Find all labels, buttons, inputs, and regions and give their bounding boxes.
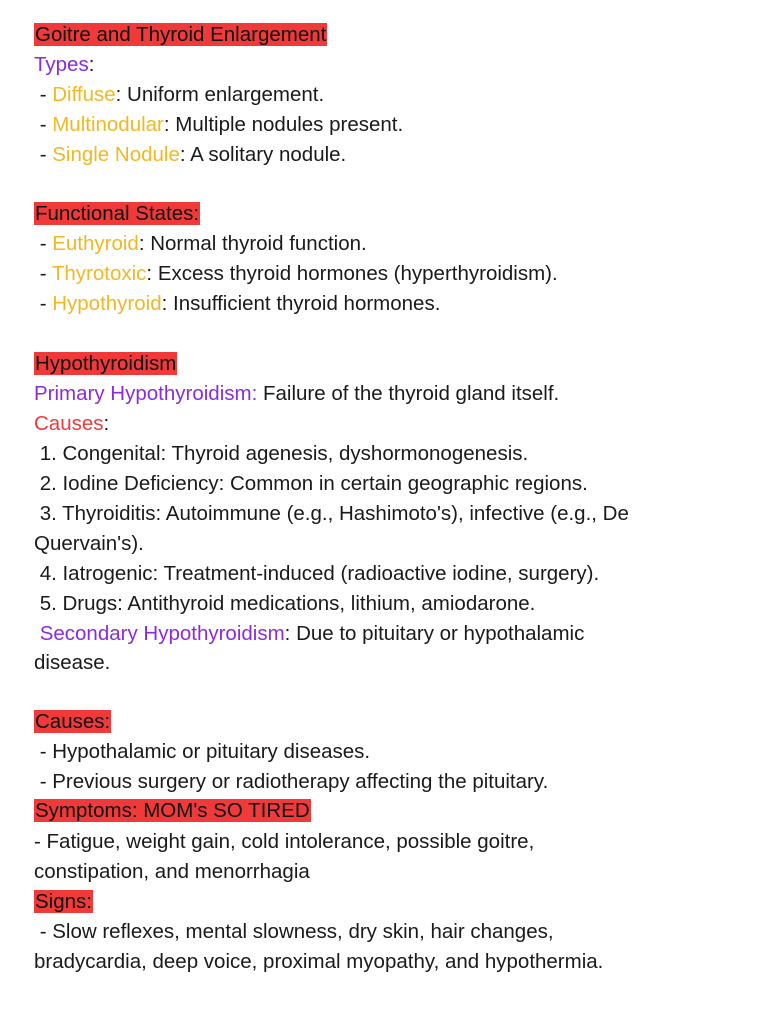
secondary-continuation: disease.: [34, 651, 111, 674]
types-label-line: Types:: [34, 53, 95, 76]
term-diffuse: Diffuse: [52, 83, 116, 106]
causes-label-line: Causes:: [34, 412, 110, 435]
term-thyrotoxic: Thyrotoxic: [51, 262, 147, 285]
list-item: - Thyrotoxic: Excess thyroid hormones (hyperthyroidism).: [34, 262, 558, 285]
signs-line: - Slow reflexes, mental slowness, dry skin, hair changes,: [34, 920, 554, 943]
heading-highlight: Causes:: [35, 710, 111, 733]
types-label: Types: [34, 53, 89, 76]
list-item: 5. Drugs: Antithyroid medications, lithium, amiodarone.: [34, 592, 536, 615]
list-item: - Single Nodule: A solitary nodule.: [34, 143, 347, 166]
list-item: - Previous surgery or radiotherapy affecting the pituitary.: [34, 770, 549, 793]
list-item: - Diffuse: Uniform enlargement.: [34, 83, 325, 106]
symptoms-line: constipation, and menorrhagia: [34, 860, 310, 883]
list-item: 3. Thyroiditis: Autoimmune (e.g., Hashimoto's), infective (e.g., De: [34, 502, 629, 525]
primary-label: Primary Hypothyroidism:: [34, 382, 258, 405]
term-single-nodule: Single Nodule: [52, 143, 180, 166]
list-item: - Hypothalamic or pituitary diseases.: [34, 740, 371, 763]
list-item: 4. Iatrogenic: Treatment-induced (radioactive iodine, surgery).: [34, 562, 600, 585]
heading-highlight: Goitre and Thyroid Enlargement: [35, 23, 327, 46]
secondary-label: Secondary Hypothyroidism: [34, 622, 285, 645]
signs-line: bradycardia, deep voice, proximal myopathy, and hypothermia.: [34, 950, 604, 973]
causes-label: Causes: [34, 412, 104, 435]
list-item-continuation: Quervain's).: [34, 532, 144, 555]
list-item: - Euthyroid: Normal thyroid function.: [34, 232, 367, 255]
primary-hypothyroidism-line: Primary Hypothyroidism: Failure of the thyroid gland itself.: [34, 382, 560, 405]
section-heading-goitre: [34, 21, 748, 49]
secondary-hypothyroidism-line: Secondary Hypothyroidism: Due to pituitary or hypothalamic: [34, 622, 585, 645]
term-hypothyroid: Hypothyroid: [52, 292, 162, 315]
list-item: - Multinodular: Multiple nodules present.: [34, 113, 404, 136]
section-heading-hypothyroidism: [34, 350, 748, 378]
section-heading-functional-states: [34, 200, 748, 228]
heading-highlight: Signs:: [35, 890, 92, 913]
list-item: - Hypothyroid: Insufficient thyroid hormones.: [34, 292, 441, 315]
heading-highlight: Functional States:: [35, 202, 200, 225]
list-item: 1. Congenital: Thyroid agenesis, dyshormonogenesis.: [34, 442, 529, 465]
section-heading-causes: [34, 708, 748, 736]
heading-highlight: Hypothyroidism: [35, 352, 177, 375]
term-multinodular: Multinodular: [52, 113, 164, 136]
list-item: 2. Iodine Deficiency: Common in certain geographic regions.: [34, 472, 588, 495]
section-heading-signs: [34, 888, 748, 916]
section-heading-symptoms: [34, 797, 748, 825]
heading-highlight: Symptoms: MOM's SO TIRED: [35, 799, 310, 822]
term-euthyroid: Euthyroid: [52, 232, 139, 255]
symptoms-line: - Fatigue, weight gain, cold intolerance, possible goitre,: [34, 830, 535, 853]
